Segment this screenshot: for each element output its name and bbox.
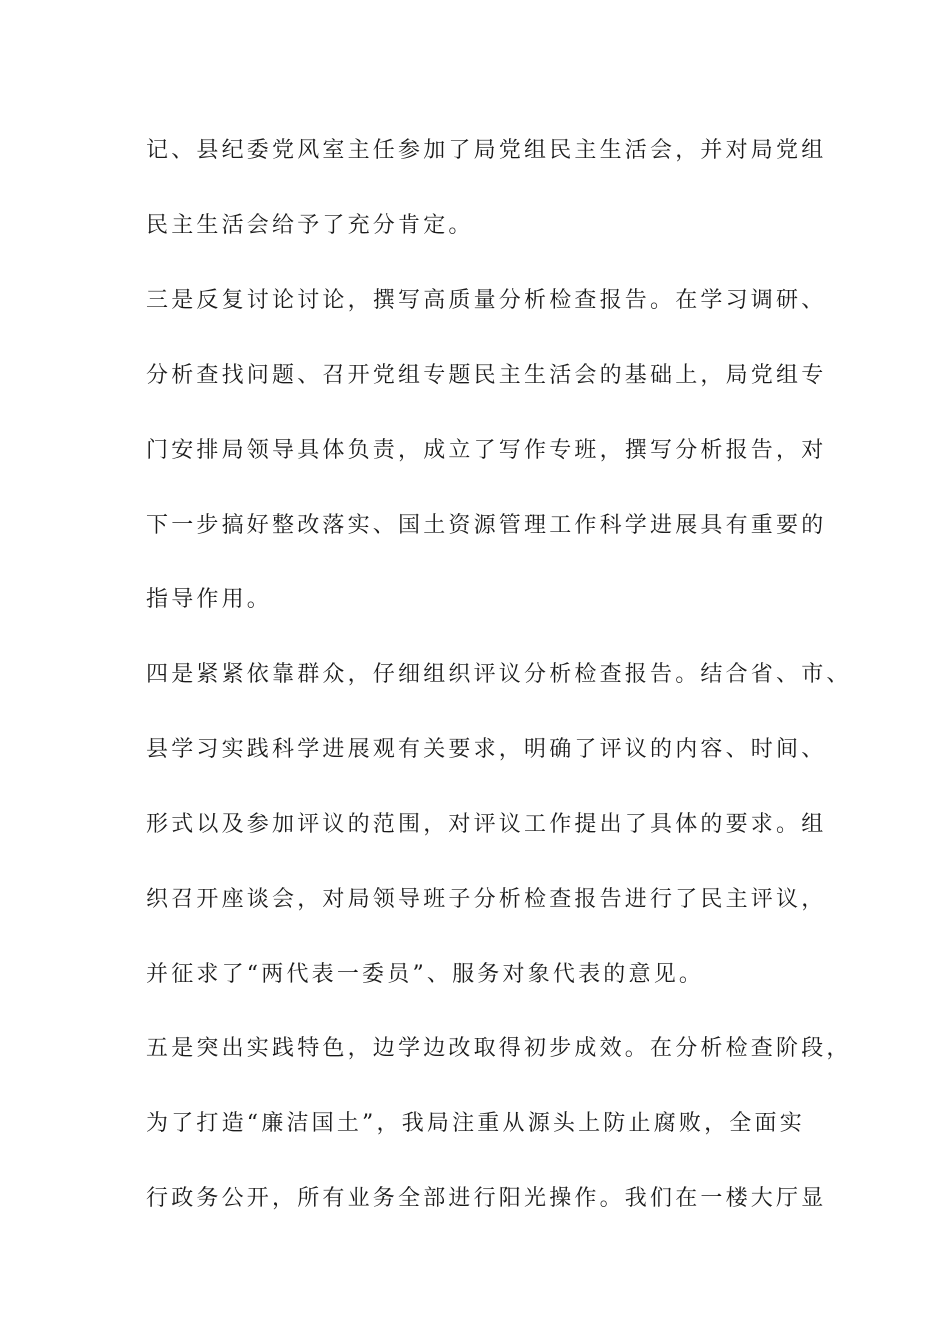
text-line: 行政务公开，所有业务全部进行阳光操作。我们在一楼大厅显 bbox=[146, 1186, 827, 1211]
text-line: 下一步搞好整改落实、国土资源管理工作科学进展具有重要的 bbox=[146, 513, 827, 538]
text-line: 五是突出实践特色，边学边改取得初步成效。在分析检查阶段， bbox=[146, 1036, 852, 1061]
text-line: 三是反复讨论讨论，撰写高质量分析检查报告。在学习调研、 bbox=[146, 288, 827, 313]
text-line: 织召开座谈会，对局领导班子分析检查报告进行了民主评议， bbox=[146, 887, 827, 912]
text-line: 民主生活会给予了充分肯定。 bbox=[146, 213, 474, 238]
text-line: 为了打造“廉洁国土”，我局注重从源头上防止腐败，全面实 bbox=[146, 1111, 805, 1136]
text-line: 记、县纪委党风室主任参加了局党组民主生活会，并对局党组 bbox=[146, 138, 827, 163]
text-line: 并征求了“两代表一委员”、服务对象代表的意见。 bbox=[146, 962, 705, 987]
text-line: 形式以及参加评议的范围，对评议工作提出了具体的要求。组 bbox=[146, 812, 827, 837]
text-line: 四是紧紧依靠群众，仔细组织评议分析检查报告。结合省、市、 bbox=[146, 662, 852, 687]
text-line: 门安排局领导具体负责，成立了写作专班，撰写分析报告，对 bbox=[146, 438, 827, 463]
text-line: 分析查找问题、召开党组专题民主生活会的基础上，局党组专 bbox=[146, 363, 827, 388]
text-line: 指导作用。 bbox=[146, 587, 273, 612]
text-line: 县学习实践科学进展观有关要求，明确了评议的内容、时间、 bbox=[146, 737, 827, 762]
